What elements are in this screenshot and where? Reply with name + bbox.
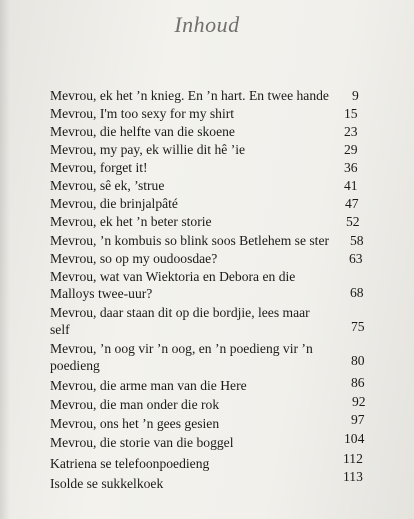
toc-entry-page: 9 xyxy=(352,88,359,103)
toc-entry-page: 97 xyxy=(351,412,365,427)
toc-entry-page: 47 xyxy=(345,196,359,211)
toc-entry-page: 75 xyxy=(351,319,365,334)
toc-entry-page: 68 xyxy=(350,285,364,300)
toc-entry-page: 86 xyxy=(351,375,365,390)
toc-entry-title: Katriena se telefoonpoedieng xyxy=(50,456,210,471)
toc-entry-page: 63 xyxy=(349,251,363,266)
toc-entry-title: Mevrou, die man onder die rok xyxy=(50,397,220,412)
toc-entry-title: Mevrou, so op my oudoosdae? xyxy=(50,251,218,266)
toc-entry-page: 58 xyxy=(350,233,364,248)
page-title: Inhoud xyxy=(174,12,240,37)
toc-entry-title: Mevrou, my pay, ek willie dit hê ’ie xyxy=(50,142,246,157)
toc-entry-title: Mevrou, die brinjalpâté xyxy=(50,196,178,211)
toc-entry-title: Mevrou, I'm too sexy for my shirt xyxy=(50,106,235,121)
toc-entry-page: 104 xyxy=(344,431,365,446)
toc-entry-page: 80 xyxy=(351,353,365,368)
toc-entry-title: Mevrou, daar staan dit op die bordjie, lees maar self xyxy=(50,305,310,337)
toc-entry-title: Mevrou, die storie van die boggel xyxy=(50,435,234,450)
toc-entry-page: 52 xyxy=(346,214,360,229)
toc-entry-page: 29 xyxy=(344,142,358,157)
toc-entry-title: Mevrou, ons het ’n gees gesien xyxy=(50,416,220,431)
toc-entry-page: 112 xyxy=(343,451,363,466)
toc-entry-title: Mevrou, sê ek, ’strue xyxy=(50,178,165,193)
toc-entry-page: 41 xyxy=(344,178,358,193)
toc-entry-title: Mevrou, die helfte van die skoene xyxy=(50,124,235,139)
toc-entry-title: Mevrou, wat van Wiektoria en Debora en die Malloys twee-uur? xyxy=(50,269,296,301)
toc-entry-title: Mevrou, ek het ’n knieg. En ’n hart. En twee hande xyxy=(50,88,329,103)
toc-entry-title: Mevrou, ’n kombuis so blink soos Betlehem se ster xyxy=(50,233,330,248)
toc-entry-page: 23 xyxy=(344,124,358,139)
toc-entry-page: 113 xyxy=(343,469,363,484)
toc-entry-title: Isolde se sukkelkoek xyxy=(50,476,164,491)
toc-entry-page: 36 xyxy=(344,160,358,175)
toc-entry-title: Mevrou, ’n oog vir ’n oog, en ’n poedieng vir ’n poedieng xyxy=(50,341,313,373)
toc-entry-page: 92 xyxy=(352,394,366,409)
toc-entry-title: Mevrou, die arme man van die Here xyxy=(50,378,247,393)
toc-entry-title: Mevrou, ek het ’n beter storie xyxy=(50,214,212,229)
toc-entry-page: 15 xyxy=(344,106,358,121)
toc-entry-title: Mevrou, forget it! xyxy=(50,160,148,175)
